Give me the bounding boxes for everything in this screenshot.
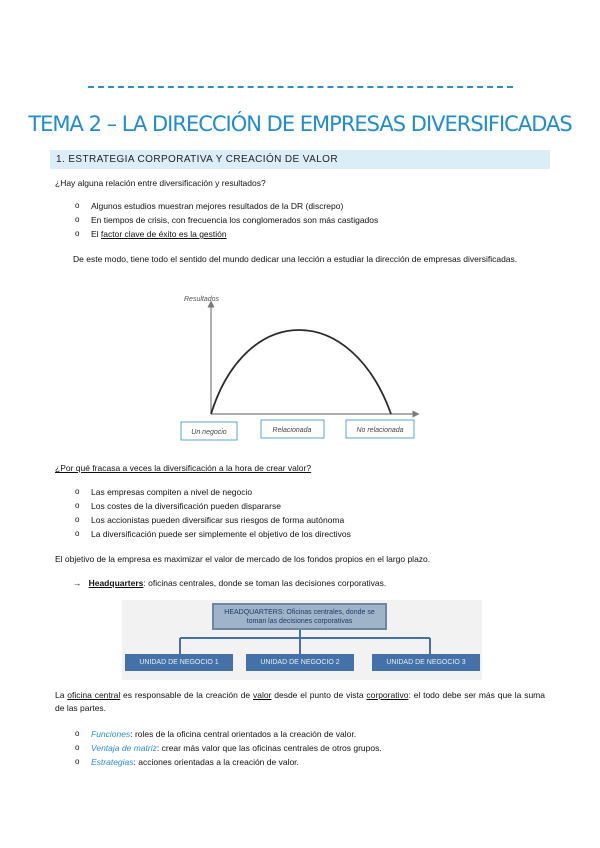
bullet-list-3 bbox=[55, 727, 382, 769]
bullet-icon: o bbox=[75, 201, 80, 210]
bullet-icon: o bbox=[75, 515, 80, 524]
question-2: ¿Por qué fracasa a veces la diversificación a la hora de crear valor? bbox=[55, 463, 312, 473]
list-item: o En tiempos de crisis, con frecuencia los conglomerados son más castigados bbox=[75, 215, 379, 225]
bullet-icon: o bbox=[75, 501, 80, 510]
business-unit-box: UNIDAD DE NEGOCIO 3 bbox=[372, 654, 480, 671]
bullet-icon: o bbox=[75, 215, 80, 224]
business-unit-box: UNIDAD DE NEGOCIO 2 bbox=[246, 654, 354, 671]
list-item: o El factor clave de éxito es la gestión bbox=[75, 229, 227, 239]
y-axis-label: Resultados bbox=[184, 296, 220, 303]
business-unit-box: UNIDAD DE NEGOCIO 1 bbox=[125, 654, 233, 671]
page-title: TEMA 2 – LA DIRECCIÓN DE EMPRESAS DIVERSIFICADAS bbox=[28, 112, 572, 136]
category-label: Un negocio bbox=[191, 429, 227, 436]
list-item: o Estrategias: acciones orientadas a la creación de valor. bbox=[75, 757, 299, 767]
bullet-icon: o bbox=[75, 743, 80, 752]
paragraph-2: El objetivo de la empresa es maximizar el valor de mercado de los fondos propios en el largo plazo. bbox=[55, 554, 431, 564]
category-label: No relacionada bbox=[356, 427, 404, 434]
bullet-list-2 bbox=[55, 485, 351, 541]
bullet-icon: o bbox=[75, 529, 80, 538]
list-item: o Los costes de la diversificación pueden dispararse bbox=[75, 501, 281, 511]
section-heading: 1. ESTRATEGIA CORPORATIVA Y CREACIÓN DE VALOR bbox=[50, 150, 550, 169]
list-item: o Los accionistas pueden diversificar sus riesgos de forma autónoma bbox=[75, 515, 345, 525]
arrow-icon: → bbox=[73, 578, 82, 588]
list-item: o Funciones: roles de la oficina central orientados a la creación de valor. bbox=[75, 729, 357, 739]
result-curve bbox=[211, 330, 391, 414]
category-label: Relacionada bbox=[272, 427, 312, 434]
list-item: o Ventaja de matriz: crear más valor que las oficinas centrales de otros grupos. bbox=[75, 743, 382, 753]
decorative-dashed-line bbox=[88, 86, 513, 88]
list-item: o Algunos estudios muestran mejores resultados de la DR (discrepo) bbox=[75, 201, 344, 211]
chart-svg bbox=[176, 292, 421, 447]
paragraph-1: De este modo, tiene todo el sentido del mundo dedicar una lección a estudiar la dirección de empresas diversificadas. bbox=[73, 254, 518, 264]
list-item: o La diversificación puede ser simplemente el objetivo de los directivos bbox=[75, 529, 351, 539]
list-item: o Las empresas compiten a nivel de negocio bbox=[75, 487, 253, 497]
arrow-item: → Headquarters: oficinas centrales, donde se toman las decisiones corporativas. bbox=[73, 578, 387, 588]
diversification-chart bbox=[176, 292, 421, 447]
bullet-icon: o bbox=[75, 487, 80, 496]
bullet-icon: o bbox=[75, 757, 80, 766]
headquarters-box: HEADQUARTERS: Oficinas centrales, donde se toman las decisiones corporativas bbox=[212, 603, 387, 630]
question-1: ¿Hay alguna relación entre diversificación y resultados? bbox=[55, 178, 266, 188]
bullet-icon: o bbox=[75, 229, 80, 238]
bullet-list-1 bbox=[55, 199, 378, 241]
bullet-icon: o bbox=[75, 729, 80, 738]
paragraph-3: La oficina central es responsable de la creación de valor desde el punto de vista corporativo: el todo debe ser más que la suma de las partes. bbox=[55, 690, 545, 713]
